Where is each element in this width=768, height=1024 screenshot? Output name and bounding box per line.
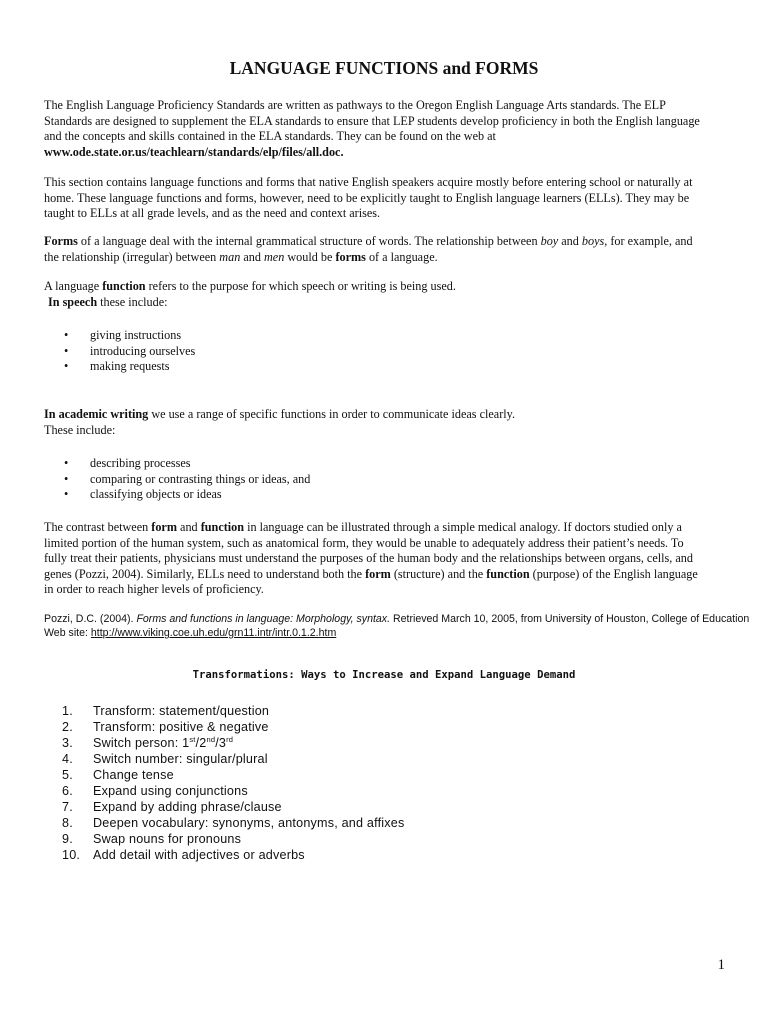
ordinal-suffix: st [189,734,196,744]
forms-text: the relationship (irregular) between [44,249,220,264]
list-item-text: making requests [90,359,170,374]
forms-paragraph [44,234,726,265]
list-item-text: introducing ourselves [90,343,196,358]
list-item-text: Swap nouns for pronouns [93,832,242,846]
list-item [62,703,404,719]
list-number: 7. [62,800,73,814]
list-item-text: Switch person: 1 [93,736,190,750]
example-man: man [219,249,241,264]
intro-paragraph [44,98,726,160]
list-item-text: Switch number: singular/plural [93,752,268,766]
bullet-icon: • [64,487,69,502]
bullet-icon: • [64,471,69,486]
list-item [44,344,195,360]
list-item-text: comparing or contrasting things or ideas, and [90,471,311,486]
contrast-text: in language can be illustrated through a simple medical analogy. If doctors studied only a [244,520,682,534]
list-item [44,472,310,488]
section-line-2: home. These language functions and forms, however, need to be explicitly taught to English language learners (ELLs). They may be [44,190,690,205]
bullet-icon: • [64,456,69,470]
list-number: 3. [62,736,73,750]
forms-text: would be [284,249,336,264]
list-item-text: classifying objects or ideas [90,487,222,502]
list-item [62,783,404,799]
contrast-text: (purpose) of the English language [529,566,698,581]
function-text: A language [44,279,103,293]
list-item-text: Deepen vocabulary: synonyms, antonyms, and affixes [93,816,405,830]
list-item-text: /2 [195,736,207,750]
forms-text: and [240,249,264,264]
bullet-icon: • [64,328,69,342]
list-item [62,735,404,751]
list-item-text: giving instructions [90,328,182,342]
list-item-text: /3 [215,736,227,750]
contrast-paragraph [44,520,726,598]
page-number: 1 [717,957,725,973]
contrast-text: fully treat their patients, physicians must understand the purposes of the human body and the relationships between organs, cells, and [44,551,693,566]
list-number: 9. [62,832,73,846]
bullet-icon: • [64,343,69,358]
bullet-icon: • [64,359,69,374]
academic-text: we use a range of specific functions in order to communicate ideas clearly. [148,407,515,421]
academic-text: These include: [44,422,116,437]
citation-title: Forms and functions in language: Morphology, syntax. [136,613,391,625]
intro-line-3: and the concepts and skills contained in the ELA standards. They can be found on the web at [44,129,496,144]
list-number: 5. [62,768,73,782]
academic-writing-term: In academic writing [44,407,149,421]
function-term: function [200,520,245,534]
forms-term: Forms [44,234,78,248]
citation-text: Retrieved March 10, 2005, from University of Houston, College of Education [390,613,750,625]
ordinal-suffix: rd [226,734,234,744]
example-men: men [264,249,285,264]
list-item [62,847,404,863]
function-term: function [102,279,146,293]
forms-text: and [558,234,582,248]
list-item-text: Expand using conjunctions [93,784,248,798]
citation-text: Web site: [44,627,91,639]
list-number: 1. [62,704,73,718]
speech-bullet-list [44,328,195,375]
reference-citation [44,612,750,640]
ordinal-suffix: nd [206,734,216,744]
function-text: refers to the purpose for which speech or writing is being used. [145,279,456,293]
list-item [44,487,310,503]
list-item [62,815,404,831]
academic-bullet-list [44,456,310,503]
list-item-text: Add detail with adjectives or adverbs [93,848,305,862]
list-item [44,359,195,375]
section-paragraph [44,175,726,222]
form-term: form [151,520,177,534]
forms-text: , for example, and [604,234,693,248]
section-line-1: This section contains language functions and forms that native English speakers acquire mostly before entering school or naturally at [44,175,693,189]
list-item [62,719,404,735]
example-boys: boys [581,234,605,248]
contrast-text: and [177,520,201,534]
intro-line-2: Standards are designed to supplement the ELA standards to ensure that LEP students develop proficiency in both the English language [44,113,700,128]
contrast-text: limited portion of the human system, such as anatomical form, they would be unable to adequately address their patient’s needs. To [44,535,684,550]
intro-line-1: The English Language Proficiency Standards are written as pathways to the Oregon English Language Arts standards. The ELP [44,98,666,112]
list-item [62,799,404,815]
list-item [62,751,404,767]
list-number: 8. [62,816,73,830]
contrast-text: The contrast between [44,520,152,534]
list-item [62,831,404,847]
list-number: 6. [62,784,73,798]
function-paragraph [44,279,726,310]
list-number: 2. [62,720,73,734]
contrast-text: (structure) and the [390,566,487,581]
function-term: function [486,566,530,581]
citation-link[interactable]: http://www.viking.coe.uh.edu/grn11.intr/intr.0.1.2.htm [90,627,337,639]
list-item-text: Change tense [93,768,174,782]
list-item-text: Expand by adding phrase/clause [93,800,282,814]
forms-text: of a language deal with the internal grammatical structure of words. The relationship between [77,234,541,248]
list-item-text: Transform: statement/question [93,704,270,718]
contrast-text: in order to reach higher levels of proficiency. [44,582,264,597]
page-title: LANGUAGE FUNCTIONS and FORMS [229,58,539,78]
list-item-text: describing processes [90,456,191,470]
contrast-text: genes (Pozzi, 2004). Similarly, ELLs need to understand both the [44,566,366,581]
academic-paragraph [44,407,726,438]
list-item-text: Transform: positive & negative [93,720,269,734]
list-number: 10. [62,848,81,862]
list-item [44,456,310,472]
list-number: 4. [62,752,73,766]
forms-term: forms [335,249,366,264]
intro-url: www.ode.state.or.us/teachlearn/standards/elp/files/all.doc. [44,144,344,159]
list-item [62,767,404,783]
forms-text: of a language. [365,249,438,264]
list-item [44,328,195,344]
transformations-heading: Transformations: Ways to Increase and Expand Language Demand [192,669,576,681]
form-term: form [365,566,391,581]
in-speech-term: In speech [48,294,98,309]
citation-text: Pozzi, D.C. (2004). [44,613,137,625]
function-text: these include: [97,294,168,309]
example-boy: boy [540,234,559,248]
transformations-list [62,703,404,863]
section-line-3: taught to ELLs at all grade levels, and as the need and context arises. [44,206,381,221]
